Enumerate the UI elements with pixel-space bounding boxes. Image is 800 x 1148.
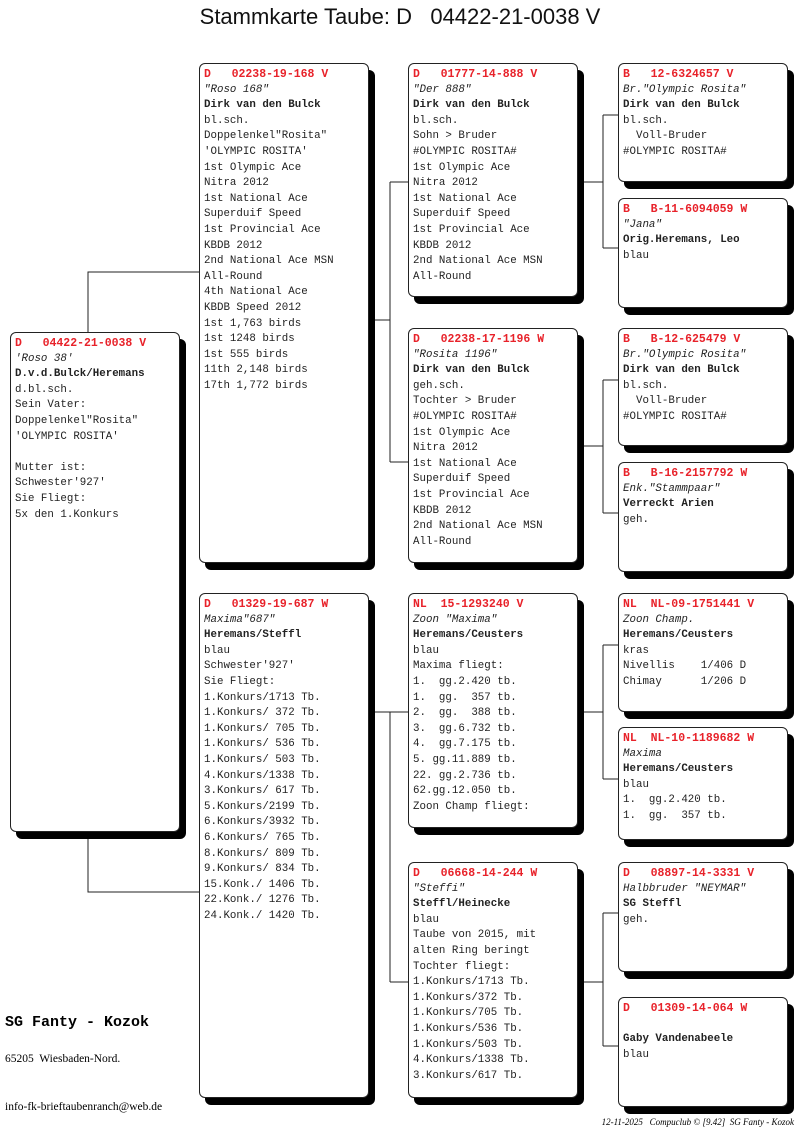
- info-line: 1st Provincial Ace: [204, 223, 321, 236]
- ring-number: B B-11-6094059 W: [623, 203, 748, 216]
- breeder: Dirk van den Bulck: [623, 99, 740, 112]
- pigeon-name: 'Roso 38': [15, 352, 74, 365]
- breeder: Verreckt Arien: [623, 498, 714, 511]
- info-line: [15, 445, 175, 461]
- pigeon-card-mother[interactable]: [199, 593, 369, 1098]
- breeder: Heremans/Ceusters: [623, 629, 734, 642]
- info-line: 1st 555 birds: [204, 348, 289, 361]
- pigeon-name: Maxima: [623, 747, 662, 760]
- pigeon-card-mm[interactable]: [408, 862, 578, 1098]
- pigeon-name: Br."Olympic Rosita": [623, 348, 747, 361]
- info-line: 3. gg.6.732 tb.: [413, 722, 517, 735]
- info-line: geh.sch.: [413, 379, 465, 392]
- info-line: 6.Konkurs/ 765 Tb.: [204, 831, 321, 844]
- pigeon-card-fff[interactable]: [618, 63, 788, 182]
- info-line: blau: [413, 913, 439, 926]
- pigeon-name: Halbbruder "NEYMAR": [623, 882, 747, 895]
- info-line: 5x den 1.Konkurs: [15, 508, 119, 521]
- pigeon-card-fmf[interactable]: [618, 328, 788, 446]
- pigeon-card-mfm[interactable]: [618, 727, 788, 840]
- breeder: Steffl/Heinecke: [413, 898, 511, 911]
- connector-mm-parents: [578, 913, 618, 1046]
- ring-number: B 12-6324657 V: [623, 68, 734, 81]
- info-line: 1st Olympic Ace: [413, 161, 511, 174]
- info-line: 'OLYMPIC ROSITA': [204, 145, 308, 158]
- info-line: 3.Konkurs/617 Tb.: [413, 1069, 524, 1082]
- info-line: Nitra 2012: [204, 177, 269, 190]
- info-line: Maxima fliegt:: [413, 660, 504, 673]
- info-line: 5.Konkurs/2199 Tb.: [204, 800, 321, 813]
- owner-address: 65205 Wiesbaden-Nord.: [5, 1053, 121, 1065]
- info-line: 1st 1,763 birds: [204, 317, 302, 330]
- pigeon-name: "Der 888": [413, 83, 472, 96]
- info-line: 1st National Ace: [204, 192, 308, 205]
- info-line: 1.Konkurs/1713 Tb.: [204, 691, 321, 704]
- info-line: Tochter fliegt:: [413, 960, 511, 973]
- info-line: Voll-Bruder: [623, 130, 708, 143]
- breeder: D.v.d.Bulck/Heremans: [15, 368, 145, 381]
- info-line: #OLYMPIC ROSITA#: [623, 145, 727, 158]
- connector-subject-father: [88, 272, 199, 332]
- pigeon-card-ff[interactable]: [408, 63, 578, 297]
- connector-subject-mother: [88, 832, 199, 892]
- info-line: 17th 1,772 birds: [204, 379, 308, 392]
- info-line: Nitra 2012: [413, 442, 478, 455]
- ring-number: B B-12-625479 V: [623, 333, 741, 346]
- info-line: 1st National Ace: [413, 192, 517, 205]
- pigeon-name: "Steffi": [413, 882, 465, 895]
- pigeon-name: Br."Olympic Rosita": [623, 83, 747, 96]
- info-line: Tochter > Bruder: [413, 395, 517, 408]
- info-line: Sie Fliegt:: [15, 492, 87, 505]
- info-line: 2nd National Ace MSN: [413, 520, 543, 533]
- breeder: Heremans/Ceusters: [623, 763, 734, 776]
- info-line: d.bl.sch.: [15, 383, 74, 396]
- pigeon-card-fmm[interactable]: [618, 462, 788, 572]
- pigeon-card-father[interactable]: [199, 63, 369, 563]
- pigeon-card-fm[interactable]: [408, 328, 578, 563]
- info-line: bl.sch.: [623, 379, 669, 392]
- breeder: Dirk van den Bulck: [623, 364, 740, 377]
- info-line: 22. gg.2.736 tb.: [413, 769, 517, 782]
- info-line: 1.Konkurs/1713 Tb.: [413, 976, 530, 989]
- breeder: SG Steffl: [623, 898, 682, 911]
- breeder: Dirk van den Bulck: [413, 364, 530, 377]
- ring-number: D 01777-14-888 V: [413, 68, 538, 81]
- info-line: Superduif Speed: [413, 208, 511, 221]
- info-line: KBDB 2012: [413, 239, 472, 252]
- breeder: Gaby Vandenabeele: [623, 1033, 734, 1046]
- footer-info: 12-11-2025 Compuclub © [9.42] SG Fanty - Kozok: [601, 1117, 794, 1127]
- info-line: All-Round: [413, 535, 472, 548]
- info-line: Superduif Speed: [413, 473, 511, 486]
- pigeon-card-mmm[interactable]: [618, 997, 788, 1107]
- connector-mf-parents: [578, 645, 618, 779]
- info-line: 4.Konkurs/1338 Tb.: [413, 1054, 530, 1067]
- info-line: KBDB 2012: [413, 504, 472, 517]
- info-line: blau: [623, 778, 649, 791]
- info-line: KBDB Speed 2012: [204, 301, 302, 314]
- info-line: 1. gg.2.420 tb.: [413, 675, 517, 688]
- info-line: Mutter ist:: [15, 461, 87, 474]
- info-line: Schwester'927': [15, 477, 106, 490]
- info-line: blau: [413, 644, 439, 657]
- info-line: Doppelenkel"Rosita": [204, 130, 328, 143]
- info-line: 3.Konkurs/ 617 Tb.: [204, 785, 321, 798]
- info-line: 8.Konkurs/ 809 Tb.: [204, 847, 321, 860]
- info-line: Voll-Bruder: [623, 395, 708, 408]
- pigeon-name: [623, 1017, 783, 1033]
- pigeon-card-ffm[interactable]: [618, 198, 788, 308]
- info-line: bl.sch.: [413, 114, 459, 127]
- info-line: 15.Konk./ 1406 Tb.: [204, 878, 321, 891]
- info-line: 2nd National Ace MSN: [204, 255, 334, 268]
- pigeon-name: Enk."Stammpaar": [623, 482, 721, 495]
- pigeon-name: "Roso 168": [204, 83, 269, 96]
- info-line: 4.Konkurs/1338 Tb.: [204, 769, 321, 782]
- ring-number: D 02238-17-1196 W: [413, 333, 545, 346]
- info-line: Sein Vater:: [15, 399, 87, 412]
- owner-email[interactable]: info-fk-brieftaubenranch@web.de: [5, 1101, 163, 1113]
- info-line: blau: [204, 644, 230, 657]
- info-line: Doppelenkel"Rosita": [15, 414, 139, 427]
- breeder: Dirk van den Bulck: [413, 99, 530, 112]
- info-line: 9.Konkurs/ 834 Tb.: [204, 863, 321, 876]
- page-title: Stammkarte Taube: D 04422-21-0038 V: [199, 4, 601, 29]
- info-line: blau: [623, 1048, 649, 1061]
- info-line: 6.Konkurs/3932 Tb.: [204, 816, 321, 829]
- info-line: geh.: [623, 913, 649, 926]
- info-line: Nitra 2012: [413, 177, 478, 190]
- info-line: 'OLYMPIC ROSITA': [15, 430, 119, 443]
- breeder: Heremans/Steffl: [204, 629, 302, 642]
- info-line: Chimay 1/206 D: [623, 675, 747, 688]
- info-line: 1st Provincial Ace: [413, 223, 530, 236]
- ring-number: D 02238-19-168 V: [204, 68, 329, 81]
- connector-ff-parents: [578, 115, 618, 248]
- info-line: 1.Konkurs/ 503 Tb.: [204, 753, 321, 766]
- pigeon-name: Zoon "Maxima": [413, 613, 498, 626]
- pigeon-name: "Jana": [623, 218, 662, 231]
- info-line: 11th 2,148 birds: [204, 364, 308, 377]
- ring-number: D 04422-21-0038 V: [15, 337, 147, 350]
- pigeon-card-mf[interactable]: [408, 593, 578, 828]
- info-line: 1.Konkurs/705 Tb.: [413, 1007, 524, 1020]
- pigeon-name: Maxima"687": [204, 613, 276, 626]
- info-line: alten Ring beringt: [413, 944, 530, 957]
- info-line: 1.Konkurs/ 705 Tb.: [204, 722, 321, 735]
- pigeon-name: Zoon Champ.: [623, 613, 695, 626]
- breeder: Orig.Heremans, Leo: [623, 234, 740, 247]
- info-line: kras: [623, 644, 649, 657]
- ring-number: NL NL-10-1189682 W: [623, 732, 755, 745]
- info-line: 1st Olympic Ace: [204, 161, 302, 174]
- breeder: Heremans/Ceusters: [413, 629, 524, 642]
- info-line: 1.Konkurs/503 Tb.: [413, 1038, 524, 1051]
- connector-fm-parents: [578, 380, 618, 513]
- info-line: 1.Konkurs/ 536 Tb.: [204, 738, 321, 751]
- pigeon-card-subject[interactable]: [10, 332, 180, 832]
- info-line: bl.sch.: [204, 114, 250, 127]
- info-line: Taube von 2015, mit: [413, 929, 537, 942]
- ring-number: D 01309-14-064 W: [623, 1002, 748, 1015]
- info-line: 1.Konkurs/ 372 Tb.: [204, 707, 321, 720]
- owner-name: SG Fanty - Kozok: [5, 1014, 150, 1031]
- info-line: All-Round: [204, 270, 263, 283]
- info-line: 2. gg. 388 tb.: [413, 707, 517, 720]
- pigeon-card-mff[interactable]: [618, 593, 788, 712]
- info-line: 1st National Ace: [413, 457, 517, 470]
- info-line: 22.Konk./ 1276 Tb.: [204, 894, 321, 907]
- info-line: Sohn > Bruder: [413, 130, 498, 143]
- info-line: blau: [623, 249, 649, 262]
- info-line: 1. gg. 357 tb.: [413, 691, 517, 704]
- ring-number: D 06668-14-244 W: [413, 867, 538, 880]
- info-line: 4. gg.7.175 tb.: [413, 738, 517, 751]
- info-line: 1. gg. 357 tb.: [623, 809, 727, 822]
- connector-father-parents: [369, 182, 408, 462]
- info-line: 5. gg.11.889 tb.: [413, 753, 517, 766]
- info-line: 2nd National Ace MSN: [413, 255, 543, 268]
- info-line: 1. gg.2.420 tb.: [623, 794, 727, 807]
- info-line: All-Round: [413, 270, 472, 283]
- pigeon-card-mmf[interactable]: [618, 862, 788, 972]
- breeder: Dirk van den Bulck: [204, 99, 321, 112]
- info-line: 24.Konk./ 1420 Tb.: [204, 909, 321, 922]
- ring-number: NL NL-09-1751441 V: [623, 598, 755, 611]
- info-line: Schwester'927': [204, 660, 295, 673]
- info-line: Nivellis 1/406 D: [623, 660, 747, 673]
- info-line: 1st 1248 birds: [204, 333, 295, 346]
- info-line: Superduif Speed: [204, 208, 302, 221]
- info-line: KBDB 2012: [204, 239, 263, 252]
- ring-number: NL 15-1293240 V: [413, 598, 524, 611]
- info-line: 1st Olympic Ace: [413, 426, 511, 439]
- info-line: 62.gg.12.050 tb.: [413, 785, 517, 798]
- info-line: #OLYMPIC ROSITA#: [413, 145, 517, 158]
- info-line: bl.sch.: [623, 114, 669, 127]
- info-line: 1.Konkurs/536 Tb.: [413, 1022, 524, 1035]
- ring-number: B B-16-2157792 W: [623, 467, 748, 480]
- ring-number: D 08897-14-3331 V: [623, 867, 755, 880]
- ring-number: D 01329-19-687 W: [204, 598, 329, 611]
- info-line: geh.: [623, 513, 649, 526]
- info-line: 1.Konkurs/372 Tb.: [413, 991, 524, 1004]
- info-line: #OLYMPIC ROSITA#: [413, 410, 517, 423]
- info-line: Sie Fliegt:: [204, 675, 276, 688]
- connector-mother-parents: [369, 712, 408, 982]
- info-line: 1st Provincial Ace: [413, 488, 530, 501]
- info-line: 4th National Ace: [204, 286, 308, 299]
- info-line: Zoon Champ fliegt:: [413, 800, 530, 813]
- info-line: #OLYMPIC ROSITA#: [623, 410, 727, 423]
- pigeon-name: "Rosita 1196": [413, 348, 498, 361]
